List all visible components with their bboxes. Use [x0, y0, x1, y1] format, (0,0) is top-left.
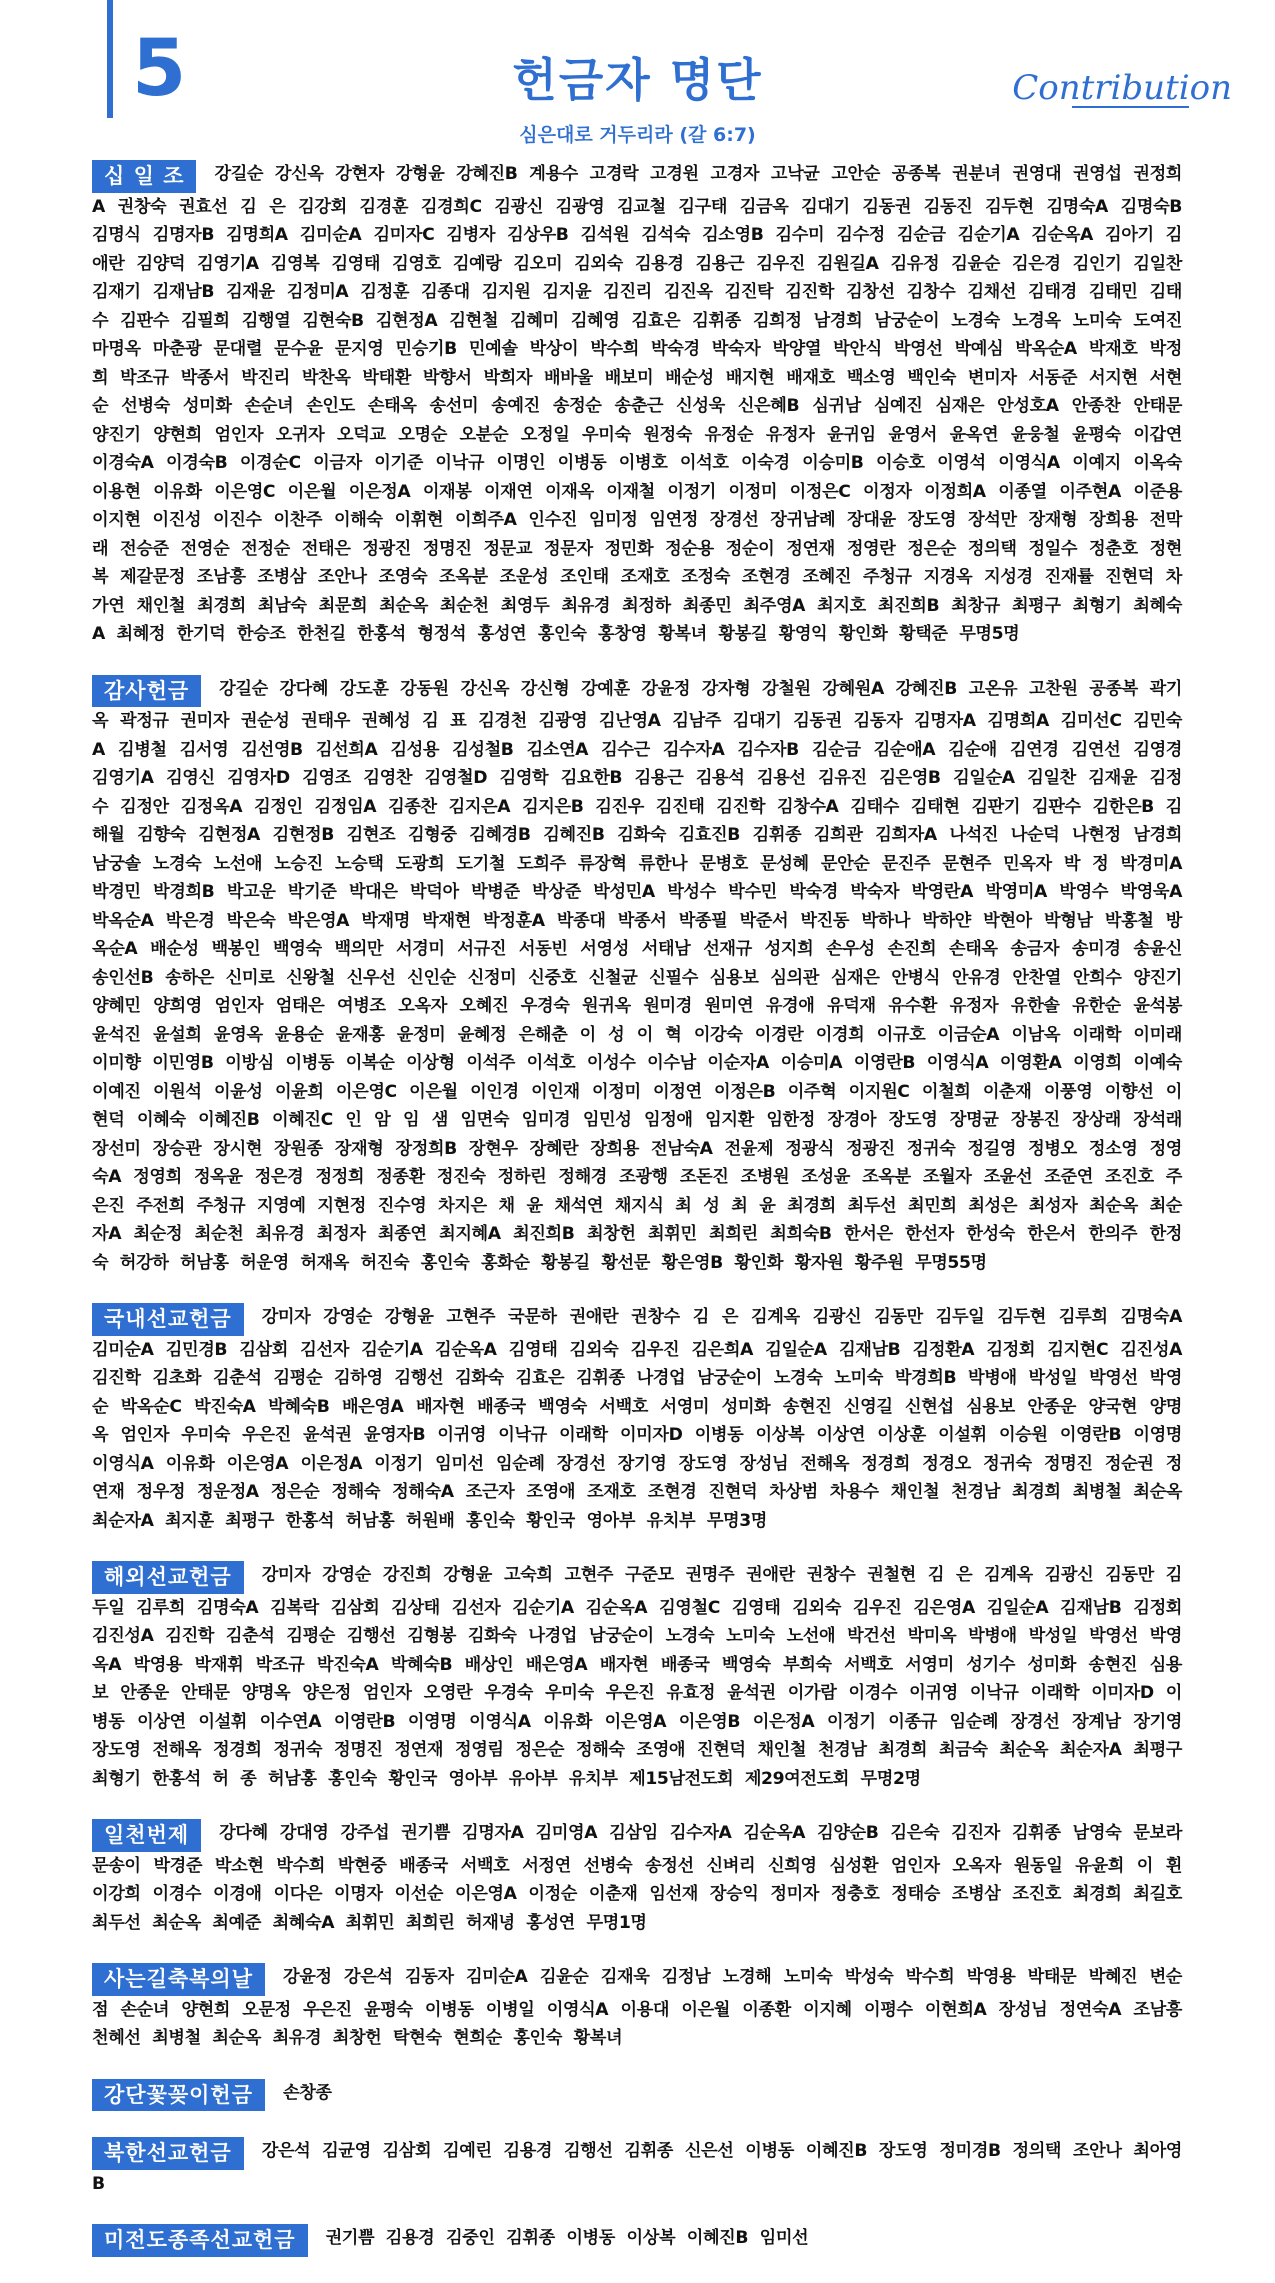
section-unreached-mission: [92, 2224, 1182, 2257]
page-verse: 심은대로 거두리라 (갈 6:7): [519, 124, 756, 146]
section-names: 강다혜 강대영 강주섭 권기쁨 김명자A 김미영A 김삼임 김수자A 김순옥A 김양순B 김은숙 김진자 김휘종 남영숙 문보라 문송이 박경준 박소현 박수희 박현중 배종국 서백호 서정연 선병숙 송정선 신벼리 신희영 심성환 엄인자 오옥자 원동일 유윤희 이 휜 이강희 이경수 이경애 이다은 이명자 이선순 이은영A 이정순 이춘재 임선재 장승익 정미자 정충호 정태승 조병삼 조진호 최경희 최길호 최두선 최순옥 최예준 최혜숙A 최휘민 최희린 허재녕 홍성연 무명1명: [92, 1823, 1182, 1933]
page-title: 헌금자 명단: [512, 53, 763, 107]
section-domestic-mission: [92, 1303, 1182, 1535]
section-title: 북한선교헌금: [92, 2137, 244, 2170]
section-thanksgiving: [92, 675, 1182, 1278]
section-names: 강미자 강영순 강진희 강형윤 고숙희 고현주 구준모 권명주 권애란 권창수 권철현 김 은 김계옥 김광신 김동만 김두일 김루희 김명숙A 김복락 김삼회 김상태 김선자 김순기A 김순옥A 김영철C 김영태 김외숙 김우진 김은영A 김일순A 김재남B 김정회 김진성A 김진학 김춘석 김평순 김행선 김형봉 김화숙 나경업 남궁순이 노경숙 노미숙 노선애 박건선 박미옥 박병애 박성일 박영선 박영옥A 박영용 박재휘 박조규 박진숙A 박혜숙B 배상인 배은영A 배자현 배종국 백영숙 부희숙 서백호 서영미 성기수 성미화 송현진 심용보 안종운 안태문 양명옥 양은정 엄인자 오영란 우경숙 우미숙 우은진 유효정 윤석권 이가람 이경수 이귀영 이낙규 이래학 이미자D 이병동 이상연 이설휘 이수연A 이영란B 이영명 이영식A 이유화 이은영A 이은영B 이은정A 이정기 이종규 임순례 장경선 장계남 장기영 장도영 전해옥 정경희 정귀숙 정명진 정연재 정영림 정은순 정해숙 조영애 진현덕 채인철 천경남 최경희 최금숙 최순옥 최순자A 최평구 최형기 한홍석 허 종 허남홍 홍인숙 황인국 영아부 유아부 유치부 제15남전도회 제29여전도회 무명2명: [92, 1565, 1182, 1789]
section-title: 해외선교헌금: [92, 1561, 244, 1594]
section-names: 강길순 강신옥 강현자 강형윤 강혜진B 계용수 고경락 고경원 고경자 고낙균 고안순 공종복 권분녀 권영대 권영섭 권정희A 권창숙 권효선 김 은 김강회 김경훈 김경희C 김광신 김광영 김교철 김구태 김금옥 김대기 김동권 김동진 김두현 김명숙A 김명숙B 김명식 김명자B 김명희A 김미순A 김미자C 김병자 김상우B 김석원 김석숙 김소영B 김수미 김수정 김순금 김순기A 김순옥A 김아기 김애란 김양덕 김영기A 김영복 김영태 김영호 김예랑 김오미 김외숙 김용경 김용근 김우진 김원길A 김유정 김윤순 김은경 김인기 김일찬 김재기 김재남B 김재윤 김정미A 김정훈 김종대 김지원 김지윤 김진리 김진옥 김진탁 김진학 김창선 김창수 김채선 김태경 김태민 김태수 김판수 김필희 김행열 김현숙B 김현정A 김현철 김혜미 김혜영 김효은 김휘종 김희정 남경희 남궁순이 노경숙 노경옥 노미숙 도여진 마명옥 마춘광 문대렬 문수윤 문지영 민승기B 민예솔 박상이 박수희 박숙경 박숙자 박양열 박안식 박영선 박예심 박옥순A 박재호 박정희 박조규 박종서 박진리 박찬옥 박태환 박향서 박희자 배바울 배보미 배순성 배지현 배재호 백소영 백인숙 변미자 서동준 서지현 서현순 선병숙 성미화 손순녀 손인도 손태옥 송선미 송예진 송정순 송춘근 신성욱 신은혜B 심귀남 심예진 심재은 안성호A 안종찬 안태문 양진기 양현희 엄인자 오귀자 오덕교 오명순 오분순 오정일 우미숙 원정숙 유정순 유정자 윤귀임 윤영서 윤옥연 윤웅철 윤평숙 이갑연 이경숙A 이경숙B 이경순C 이금자 이기준 이낙규 이명인 이병동 이병호 이석호 이숙경 이승미B 이승호 이영석 이영식A 이예지 이옥숙 이용현 이유화 이은영C 이은월 이은정A 이재봉 이재연 이재옥 이재철 이정기 이정미 이정은C 이정자 이정희A 이종열 이주현A 이준용 이지현 이진성 이진수 이찬주 이해숙 이휘현 이희주A 인수진 임미정 임연정 장경선 장귀남례 장대윤 장도영 장석만 장재형 장희용 전막래 전승준 전영순 전정순 전태은 정광진 정명진 정문교 정문자 정민화 정순용 정순이 정연재 정영란 정은순 정의택 정일수 정춘호 정현복 제갈문정 조남흥 조병삼 조안나 조영숙 조옥분 조운성 조인태 조재호 조정숙 조현경 조혜진 주청규 지경옥 지성경 진재률 진현덕 차가연 채인철 최경희 최남숙 최문희 최순옥 최순천 최영두 최유경 최정하 최종민 최주영A 최지호 최진희B 최창규 최평구 최형기 최혜숙A 최혜정 한기덕 한승조 한천길 한홍석 형정석 홍성연 홍인숙 홍창영 황복녀 황봉길 황영익 황인화 황택준 무명5명: [92, 164, 1182, 644]
section-title: 국내선교헌금: [92, 1303, 244, 1336]
page-number: 5: [132, 24, 187, 114]
section-north-korea-mission: [92, 2137, 1182, 2198]
section-altar-flowers: [92, 2079, 1182, 2112]
section-title: 사는길축복의날: [92, 1963, 265, 1996]
section-title: 십 일 조: [92, 160, 196, 193]
section-title: 미전도종족선교헌금: [92, 2224, 308, 2257]
section-names: 강윤정 강은석 김동자 김미순A 김윤순 김재욱 김정남 노경해 노미숙 박성숙 박수희 박영용 박태문 박혜진 변순점 손순녀 양현희 오문정 우은진 윤평숙 이병동 이병일 이영식A 이용대 이은월 이종환 이지혜 이평수 이현희A 장성님 정연숙A 조남흥 천혜선 최병철 최순옥 최유경 최창헌 탁현숙 현희순 홍인숙 황복녀: [92, 1967, 1182, 2048]
section-title: 강단꽃꽂이헌금: [92, 2079, 265, 2112]
section-title: 일천번제: [92, 1819, 201, 1852]
section-tithe: [92, 160, 1182, 649]
section-overseas-mission: [92, 1561, 1182, 1793]
page-title-english: Contribution: [1012, 68, 1232, 108]
section-names: 권기쁨 김용경 김중인 김휘종 이병동 이상복 이혜진B 임미선: [325, 2228, 809, 2248]
section-names: 강길순 강다혜 강도훈 강동원 강신옥 강신형 강예훈 강윤정 강자형 강철원 강혜원A 강혜진B 고온유 고찬원 공종복 곽기옥 곽정규 권미자 권순성 권태우 권혜성 김 표 김경천 김광영 김난영A 김남주 김대기 김동권 김동자 김명자A 김명희A 김미선C 김민숙A 김병철 김서영 김선영B 김선희A 김성용 김성철B 김소연A 김수근 김수자A 김수자B 김순금 김순애A 김순애 김연경 김연선 김영경 김영기A 김영신 김영자D 김영조 김영찬 김영철D 김영학 김요한B 김용근 김용석 김용선 김유진 김은영B 김일순A 김일찬 김재윤 김정수 김정안 김정옥A 김정인 김정임A 김종찬 김지은A 김지은B 김진우 김진태 김진학 김창수A 김태수 김태현 김판기 김판수 김한은B 김해월 김향숙 김현정A 김현정B 김현조 김형중 김혜경B 김혜진B 김화숙 김효진B 김휘종 김희관 김희자A 나석진 나순덕 나현정 남경희 남궁솔 노경숙 노선애 노승진 노승택 도광희 도기철 도희주 류장혁 류한나 문병호 문성혜 문안순 문진주 문현주 민옥자 박 정 박경미A 박경민 박경희B 박고운 박기준 박대은 박덕아 박병준 박상준 박성민A 박성수 박수민 박숙경 박숙자 박영란A 박영미A 박영수 박영욱A 박옥순A 박은경 박은숙 박은영A 박재명 박재현 박정훈A 박종대 박종서 박종필 박준서 박진동 박하나 박하얀 박현아 박형남 박홍철 방옥순A 배순성 백봉인 백영숙 백의만 서경미 서규진 서동빈 서영성 서태남 선재규 성지희 손우성 손진희 손태옥 송금자 송미경 송윤신 송인선B 송하은 신미로 신왕철 신우선 신인순 신정미 신중호 신철균 신필수 심용보 심의관 심재은 안병식 안유경 안찬열 안희수 양진기 양혜민 양희영 엄인자 엄태은 여병조 오옥자 오혜진 우경숙 원귀옥 원미경 원미연 유경애 유덕재 유수환 유정자 유한솔 유한순 윤석봉 윤석진 윤설희 윤영옥 윤용순 윤재홍 윤정미 윤혜정 은해춘 이 성 이 혁 이강숙 이경란 이경희 이규호 이금순A 이남옥 이래학 이미래 이미향 이민영B 이방심 이병동 이복순 이상형 이석주 이석호 이성수 이수남 이순자A 이승미A 이영란B 이영식A 이영환A 이영희 이예숙 이예진 이원석 이윤성 이윤희 이은영C 이은월 이인경 이인재 이정미 이정연 이정은B 이주혁 이지원C 이철희 이춘재 이풍영 이향선 이현덕 이혜숙 이혜진B 이혜진C 인 암 임 샘 임면숙 임미경 임민성 임정애 임지환 임한정 장경아 장도영 장명균 장봉진 장상래 장석래 장선미 장승관 장시현 장원종 장재형 장정희B 장현우 장혜란 장희용 전남숙A 전윤제 정광식 정광진 정귀숙 정길영 정병오 정소영 정영숙A 정영희 정옥윤 정은경 정정희 정종환 정진숙 정하린 정해경 조광행 조돈진 조병원 조성윤 조옥분 조월자 조윤선 조준연 조진호 주은진 주전희 주청규 지영예 지현정 진수영 차지은 채 윤 채석연 채지식 최 성 최 윤 최경희 최두선 최민희 최성은 최성자 최순옥 최순자A 최순정 최순천 최유경 최정자 최종연 최지혜A 최진희B 최창헌 최휘민 최희린 최희숙B 한서은 한선자 한성숙 한은서 한의주 한정숙 허강하 허남홍 허운영 허재옥 허진숙 홍인숙 홍화순 황봉길 황선문 황은영B 황인화 황자원 황주원 무명55명: [92, 678, 1182, 1273]
section-title: 감사헌금: [92, 675, 201, 708]
section-thousand-offering: [92, 1819, 1182, 1937]
section-blessing-day: [92, 1963, 1182, 2053]
section-names: 강미자 강영순 강형윤 고현주 국문하 권애란 권창수 김 은 김계옥 김광신 김동만 김두일 김두현 김루희 김명숙A 김미순A 김민경B 김삼회 김선자 김순기A 김순옥A 김영태 김외숙 김우진 김은희A 김일순A 김재남B 김정환A 김정회 김지현C 김진성A 김진학 김초화 김춘석 김평순 김하영 김행선 김화숙 김효은 김휘종 나경업 남궁순이 노경숙 노미숙 박경희B 박병애 박성일 박영선 박영순 박옥순C 박진숙A 박혜숙B 배은영A 배자현 배종국 백영숙 서백호 서영미 성미화 송현진 신영길 신현섭 심용보 안종운 양국현 양명옥 엄인자 우미숙 우은진 윤석권 윤영자B 이귀영 이낙규 이래학 이미자D 이병동 이상복 이상연 이상훈 이설휘 이승원 이영란B 이영명 이영식A 이유화 이은영A 이은정A 이정기 임미선 임순례 장경선 장기영 장도영 장성님 전해옥 정경희 정경오 정귀숙 정명진 정순권 정연재 정우정 정운정A 정은순 정해숙 정해숙A 조근자 조영애 조재호 조현경 진현덕 차상범 차용수 채인철 천경남 최경희 최병철 최순옥 최순자A 최지훈 최평구 한홍석 허남홍 허원배 홍인숙 황인국 영아부 유치부 무명3명: [92, 1307, 1182, 1531]
section-names: 강은석 김균영 김삼회 김예린 김용경 김행선 김휘종 신은선 이병동 이혜진B 장도영 정미경B 정의택 조안나 최아영B: [92, 2141, 1182, 2194]
section-names: 손창종: [283, 2082, 332, 2103]
contribution-list: [92, 160, 1182, 2283]
